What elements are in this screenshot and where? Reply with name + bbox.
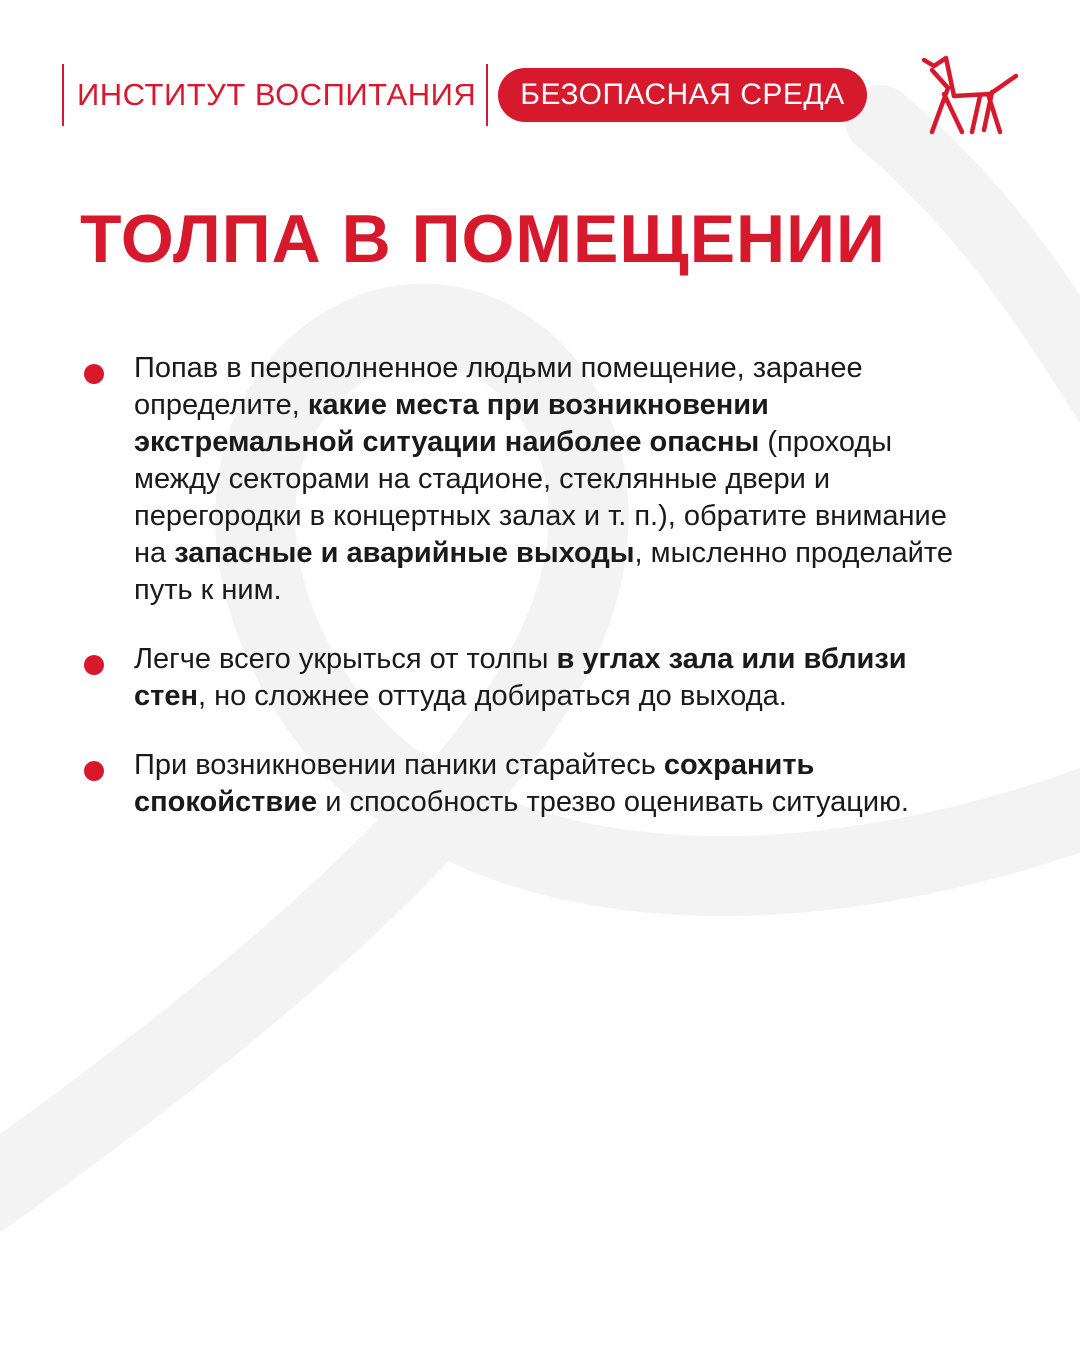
- list-item: [84, 747, 964, 821]
- bullet-icon: [84, 655, 104, 675]
- bullet-icon: [84, 364, 104, 384]
- header: [62, 64, 867, 126]
- list-item-text: Попав в переполненное людьми помещение, заранее определите, какие места при возникновении экстремальной ситуации наиболее опасны (проходы между секторами на стадионе, стеклянные двери и перегородки в концертных залах и т. п.), обратите внимание на запасные и аварийные выходы, мысленно проделайте путь к ним.: [134, 352, 953, 606]
- horse-logo-icon: [918, 52, 1018, 136]
- bullet-icon: [84, 761, 104, 781]
- institute-name: ИНСТИТУТ ВОСПИТАНИЯ: [77, 77, 477, 112]
- page-title: ТОЛПА В ПОМЕЩЕНИИ: [80, 201, 886, 277]
- list-item-text: Легче всего укрыться от толпы в углах зала или вблизи стен, но сложнее оттуда добираться до выхода.: [134, 643, 907, 712]
- list-item: [84, 641, 964, 715]
- category-badge: БЕЗОПАСНАЯ СРЕДА: [498, 68, 866, 122]
- tips-list: [84, 350, 964, 853]
- header-divider-middle: [486, 64, 488, 126]
- list-item-text: При возникновении паники старайтесь сохранить спокойствие и способность трезво оценивать ситуацию.: [134, 749, 909, 818]
- list-item: [84, 350, 964, 609]
